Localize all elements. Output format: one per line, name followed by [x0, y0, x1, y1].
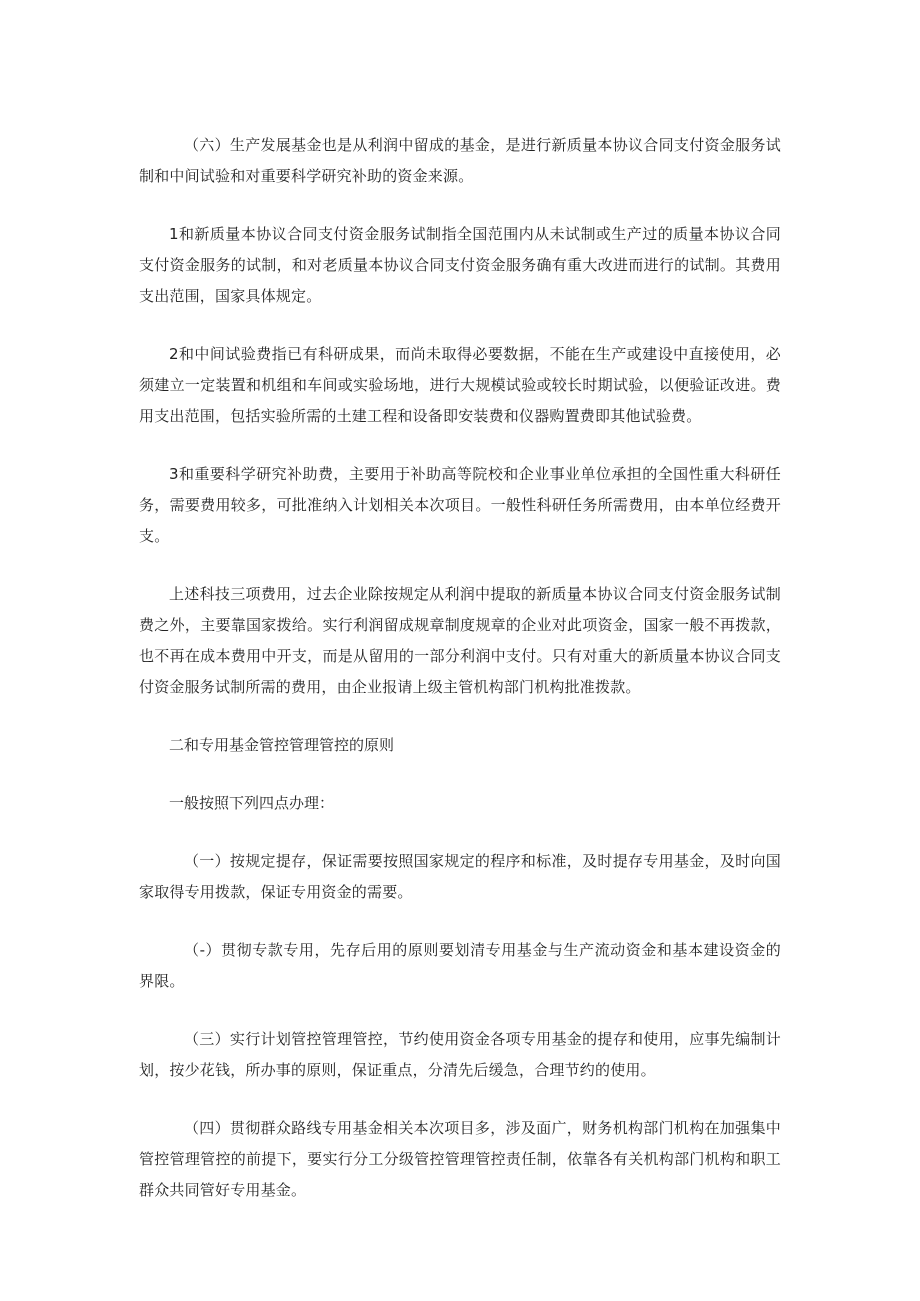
- paragraph-tech-three-fees: 上述科技三项费用，过去企业除按规定从利润中提取的新质量本协议合同支付资金服务试制费之外，主要靠国家拨给。实行利润留成规章制度规章的企业对此项资金，国家一般不再拨款，也不再在成本费用中开支，而是从留用的一部分利润中支付。只有对重大的新质量本协议合同支付资金服务试制所需的费用，由企业报请上级主管机构部门机构批准拨款。: [139, 585, 781, 696]
- paragraph-point-2: （-）贯彻专款专用，先存后用的原则要划清专用基金与生产流动资金和基本建设资金的界限。: [139, 941, 781, 990]
- paragraph-item-3-research-subsidy: 3和重要科学研究补助费，主要用于补助高等院校和企业事业单位承担的全国性重大科研任务，需要费用较多，可批准纳入计划相关本次项目。一般性科研任务所需费用，由本单位经费开支。: [139, 465, 781, 545]
- paragraph-production-fund: （六）生产发展基金也是从利润中留成的基金，是进行新质量本协议合同支付资金服务试制和中间试验和对重要科学研究补助的资金来源。: [139, 136, 781, 185]
- paragraph-item-2-intermediate-test: 2和中间试验费指已有科研成果，而尚未取得必要数据，不能在生产或建设中直接使用，必须建立一定装置和机组和车间或实验场地，进行大规模试验或较长时期试验，以便验证改进。费用支出范围，包括实验所需的土建工程和设备即安装费和仪器购置费即其他试验费。: [139, 345, 781, 425]
- paragraph-item-1-trial-production: 1和新质量本协议合同支付资金服务试制指全国范围内从未试制或生产过的质量本协议合同支付资金服务的试制，和对老质量本协议合同支付资金服务确有重大改进而进行的试制。其费用支出范围，国家具体规定。: [139, 225, 781, 305]
- paragraph-point-4: （四）贯彻群众路线专用基金相关本次项目多，涉及面广，财务机构部门机构在加强集中管控管理管控的前提下，要实行分工分级管控管理管控责任制，依靠各有关机构部门机构和职工群众共同管好专用基金。: [139, 1119, 781, 1199]
- paragraph-point-1: （一）按规定提存，保证需要按照国家规定的程序和标准，及时提存专用基金，及时向国家取得专用拨款，保证专用资金的需要。: [139, 852, 781, 901]
- section-heading-principles: 二和专用基金管控管理管控的原则: [169, 736, 395, 754]
- paragraph-four-points-intro: 一般按照下列四点办理：: [169, 794, 335, 812]
- paragraph-point-3: （三）实行计划管控管理管控，节约使用资金各项专用基金的提存和使用，应事先编制计划，按少花钱，所办事的原则，保证重点，分清先后缓急，合理节约的使用。: [139, 1030, 781, 1079]
